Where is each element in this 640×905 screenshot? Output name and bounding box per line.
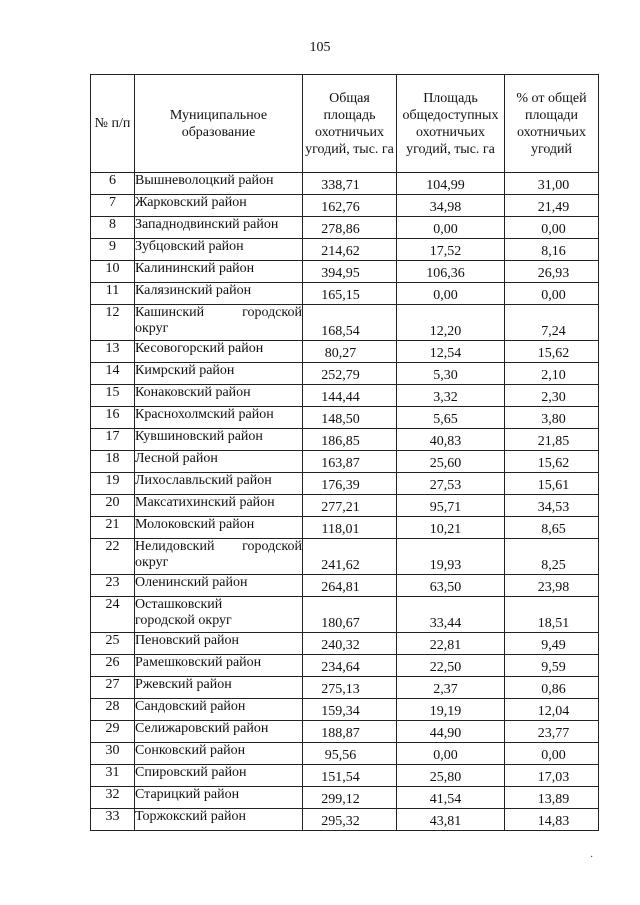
table-row [91, 473, 599, 495]
percent-value: 15,62 [505, 451, 599, 473]
table-row [91, 743, 599, 765]
public-area-value: 0,00 [397, 283, 505, 305]
public-area-value: 12,20 [397, 305, 505, 341]
row-number: 17 [91, 429, 135, 451]
table-row [91, 239, 599, 261]
public-area-value: 0,00 [397, 217, 505, 239]
public-area-value: 41,54 [397, 787, 505, 809]
percent-value: 15,62 [505, 341, 599, 363]
percent-value: 0,86 [505, 677, 599, 699]
table-header [91, 75, 599, 173]
total-area-value: 186,85 [303, 429, 397, 451]
row-number: 19 [91, 473, 135, 495]
row-number: 33 [91, 809, 135, 831]
row-number: 30 [91, 743, 135, 765]
municipality-name: Кимрский район [135, 363, 303, 385]
public-area-value: 19,19 [397, 699, 505, 721]
municipality-name-line2: городской округ [135, 613, 232, 628]
municipality-name: Оленинский район [135, 575, 303, 597]
row-number: 18 [91, 451, 135, 473]
total-area-value: 80,27 [303, 341, 397, 363]
total-area-value: 214,62 [303, 239, 397, 261]
row-number: 24 [91, 597, 135, 633]
percent-value: 8,65 [505, 517, 599, 539]
municipality-name-line2: округ [135, 555, 169, 570]
total-area-value: 299,12 [303, 787, 397, 809]
row-number: 32 [91, 787, 135, 809]
hunting-grounds-table [90, 74, 599, 831]
total-area-value: 275,13 [303, 677, 397, 699]
municipality-name: Калязинский район [135, 283, 303, 305]
table-row [91, 283, 599, 305]
municipality-name: Западнодвинский район [135, 217, 303, 239]
page-number: 105 [309, 40, 331, 55]
total-area-value: 278,86 [303, 217, 397, 239]
total-area-value: 176,39 [303, 473, 397, 495]
table-row [91, 261, 599, 283]
municipality-name [135, 305, 303, 341]
public-area-value: 95,71 [397, 495, 505, 517]
public-area-value: 0,00 [397, 743, 505, 765]
total-area-value: 234,64 [303, 655, 397, 677]
total-area-value: 151,54 [303, 765, 397, 787]
row-number: 15 [91, 385, 135, 407]
percent-value: 23,98 [505, 575, 599, 597]
municipality-name: Кесовогорский район [135, 341, 303, 363]
municipality-name: Молоковский район [135, 517, 303, 539]
public-area-value: 27,53 [397, 473, 505, 495]
row-number: 20 [91, 495, 135, 517]
table-row [91, 787, 599, 809]
municipality-name: Краснохолмский район [135, 407, 303, 429]
public-area-value: 19,93 [397, 539, 505, 575]
percent-value: 21,85 [505, 429, 599, 451]
row-number: 14 [91, 363, 135, 385]
percent-value: 13,89 [505, 787, 599, 809]
table-body [91, 173, 599, 831]
row-number: 9 [91, 239, 135, 261]
municipality-name-line1: Нелидовский городской [135, 539, 302, 554]
table-row [91, 341, 599, 363]
municipality-name-line2: округ [135, 321, 169, 336]
municipality-name: Пеновский район [135, 633, 303, 655]
table-row [91, 385, 599, 407]
row-number: 11 [91, 283, 135, 305]
row-number: 13 [91, 341, 135, 363]
percent-value: 21,49 [505, 195, 599, 217]
row-number: 8 [91, 217, 135, 239]
total-area-value: 240,32 [303, 633, 397, 655]
percent-value: 8,16 [505, 239, 599, 261]
row-number: 7 [91, 195, 135, 217]
percent-value: 8,25 [505, 539, 599, 575]
total-area-value: 295,32 [303, 809, 397, 831]
total-area-value: 264,81 [303, 575, 397, 597]
public-area-value: 22,81 [397, 633, 505, 655]
total-area-value: 180,67 [303, 597, 397, 633]
municipality-name: Конаковский район [135, 385, 303, 407]
header-public-area: Площадь общедоступных охотничьих угодий, тыс. га [397, 75, 505, 173]
percent-value: 2,10 [505, 363, 599, 385]
row-number: 21 [91, 517, 135, 539]
percent-value: 15,61 [505, 473, 599, 495]
municipality-name: Рамешковский район [135, 655, 303, 677]
percent-value: 0,00 [505, 283, 599, 305]
table-row [91, 407, 599, 429]
row-number: 12 [91, 305, 135, 341]
public-area-value: 33,44 [397, 597, 505, 633]
public-area-value: 17,52 [397, 239, 505, 261]
public-area-value: 3,32 [397, 385, 505, 407]
municipality-name [135, 539, 303, 575]
table-row [91, 809, 599, 831]
municipality-name: Старицкий район [135, 787, 303, 809]
total-area-value: 148,50 [303, 407, 397, 429]
row-number: 31 [91, 765, 135, 787]
header-row [91, 75, 599, 173]
percent-value: 12,04 [505, 699, 599, 721]
municipality-name: Спировский район [135, 765, 303, 787]
total-area-value: 162,76 [303, 195, 397, 217]
total-area-value: 394,95 [303, 261, 397, 283]
corner-mark: · [590, 852, 594, 863]
percent-value: 3,80 [505, 407, 599, 429]
percent-value: 31,00 [505, 173, 599, 195]
table-row [91, 451, 599, 473]
municipality-name-line1: Осташковский [135, 597, 223, 612]
header-municipality: Муниципальное образование [135, 75, 303, 173]
header-percent: % от общей площади охотничьих угодий [505, 75, 599, 173]
public-area-value: 104,99 [397, 173, 505, 195]
table-row [91, 217, 599, 239]
percent-value: 23,77 [505, 721, 599, 743]
municipality-name: Калининский район [135, 261, 303, 283]
total-area-value: 168,54 [303, 305, 397, 341]
public-area-value: 44,90 [397, 721, 505, 743]
municipality-name: Жарковский район [135, 195, 303, 217]
header-total-area: Общая площадь охотничьих угодий, тыс. га [303, 75, 397, 173]
municipality-name: Лихославльский район [135, 473, 303, 495]
municipality-name: Торжокский район [135, 809, 303, 831]
municipality-name: Кувшиновский район [135, 429, 303, 451]
percent-value: 9,59 [505, 655, 599, 677]
percent-value: 26,93 [505, 261, 599, 283]
municipality-name: Вышневолоцкий район [135, 173, 303, 195]
table-row [91, 363, 599, 385]
table-row [91, 633, 599, 655]
percent-value: 0,00 [505, 743, 599, 765]
percent-value: 17,03 [505, 765, 599, 787]
municipality-name: Лесной район [135, 451, 303, 473]
total-area-value: 338,71 [303, 173, 397, 195]
municipality-name: Ржевский район [135, 677, 303, 699]
percent-value: 34,53 [505, 495, 599, 517]
table-row [91, 539, 599, 575]
table-row [91, 721, 599, 743]
total-area-value: 159,34 [303, 699, 397, 721]
total-area-value: 118,01 [303, 517, 397, 539]
municipality-name: Максатихинский район [135, 495, 303, 517]
percent-value: 7,24 [505, 305, 599, 341]
table-row [91, 765, 599, 787]
public-area-value: 25,80 [397, 765, 505, 787]
row-number: 28 [91, 699, 135, 721]
table-row [91, 597, 599, 633]
table-row [91, 699, 599, 721]
table-row [91, 575, 599, 597]
table-row [91, 677, 599, 699]
row-number: 10 [91, 261, 135, 283]
percent-value: 2,30 [505, 385, 599, 407]
row-number: 16 [91, 407, 135, 429]
public-area-value: 63,50 [397, 575, 505, 597]
public-area-value: 2,37 [397, 677, 505, 699]
public-area-value: 40,83 [397, 429, 505, 451]
municipality-name: Сонковский район [135, 743, 303, 765]
table-row [91, 655, 599, 677]
header-num: № п/п [91, 75, 135, 173]
total-area-value: 241,62 [303, 539, 397, 575]
total-area-value: 163,87 [303, 451, 397, 473]
public-area-value: 22,50 [397, 655, 505, 677]
municipality-name: Зубцовский район [135, 239, 303, 261]
row-number: 6 [91, 173, 135, 195]
table-row [91, 517, 599, 539]
public-area-value: 25,60 [397, 451, 505, 473]
percent-value: 0,00 [505, 217, 599, 239]
row-number: 26 [91, 655, 135, 677]
total-area-value: 277,21 [303, 495, 397, 517]
total-area-value: 144,44 [303, 385, 397, 407]
table-row [91, 305, 599, 341]
table-row [91, 173, 599, 195]
percent-value: 9,49 [505, 633, 599, 655]
public-area-value: 10,21 [397, 517, 505, 539]
public-area-value: 34,98 [397, 195, 505, 217]
public-area-value: 12,54 [397, 341, 505, 363]
table-row [91, 429, 599, 451]
municipality-name: Сандовский район [135, 699, 303, 721]
total-area-value: 188,87 [303, 721, 397, 743]
table-row [91, 495, 599, 517]
row-number: 25 [91, 633, 135, 655]
table-row [91, 195, 599, 217]
public-area-value: 5,30 [397, 363, 505, 385]
municipality-name [135, 597, 303, 633]
row-number: 27 [91, 677, 135, 699]
public-area-value: 5,65 [397, 407, 505, 429]
percent-value: 14,83 [505, 809, 599, 831]
public-area-value: 43,81 [397, 809, 505, 831]
row-number: 29 [91, 721, 135, 743]
municipality-name-line1: Кашинский городской [135, 305, 302, 320]
total-area-value: 165,15 [303, 283, 397, 305]
total-area-value: 95,56 [303, 743, 397, 765]
row-number: 22 [91, 539, 135, 575]
total-area-value: 252,79 [303, 363, 397, 385]
percent-value: 18,51 [505, 597, 599, 633]
row-number: 23 [91, 575, 135, 597]
municipality-name: Селижаровский район [135, 721, 303, 743]
public-area-value: 106,36 [397, 261, 505, 283]
